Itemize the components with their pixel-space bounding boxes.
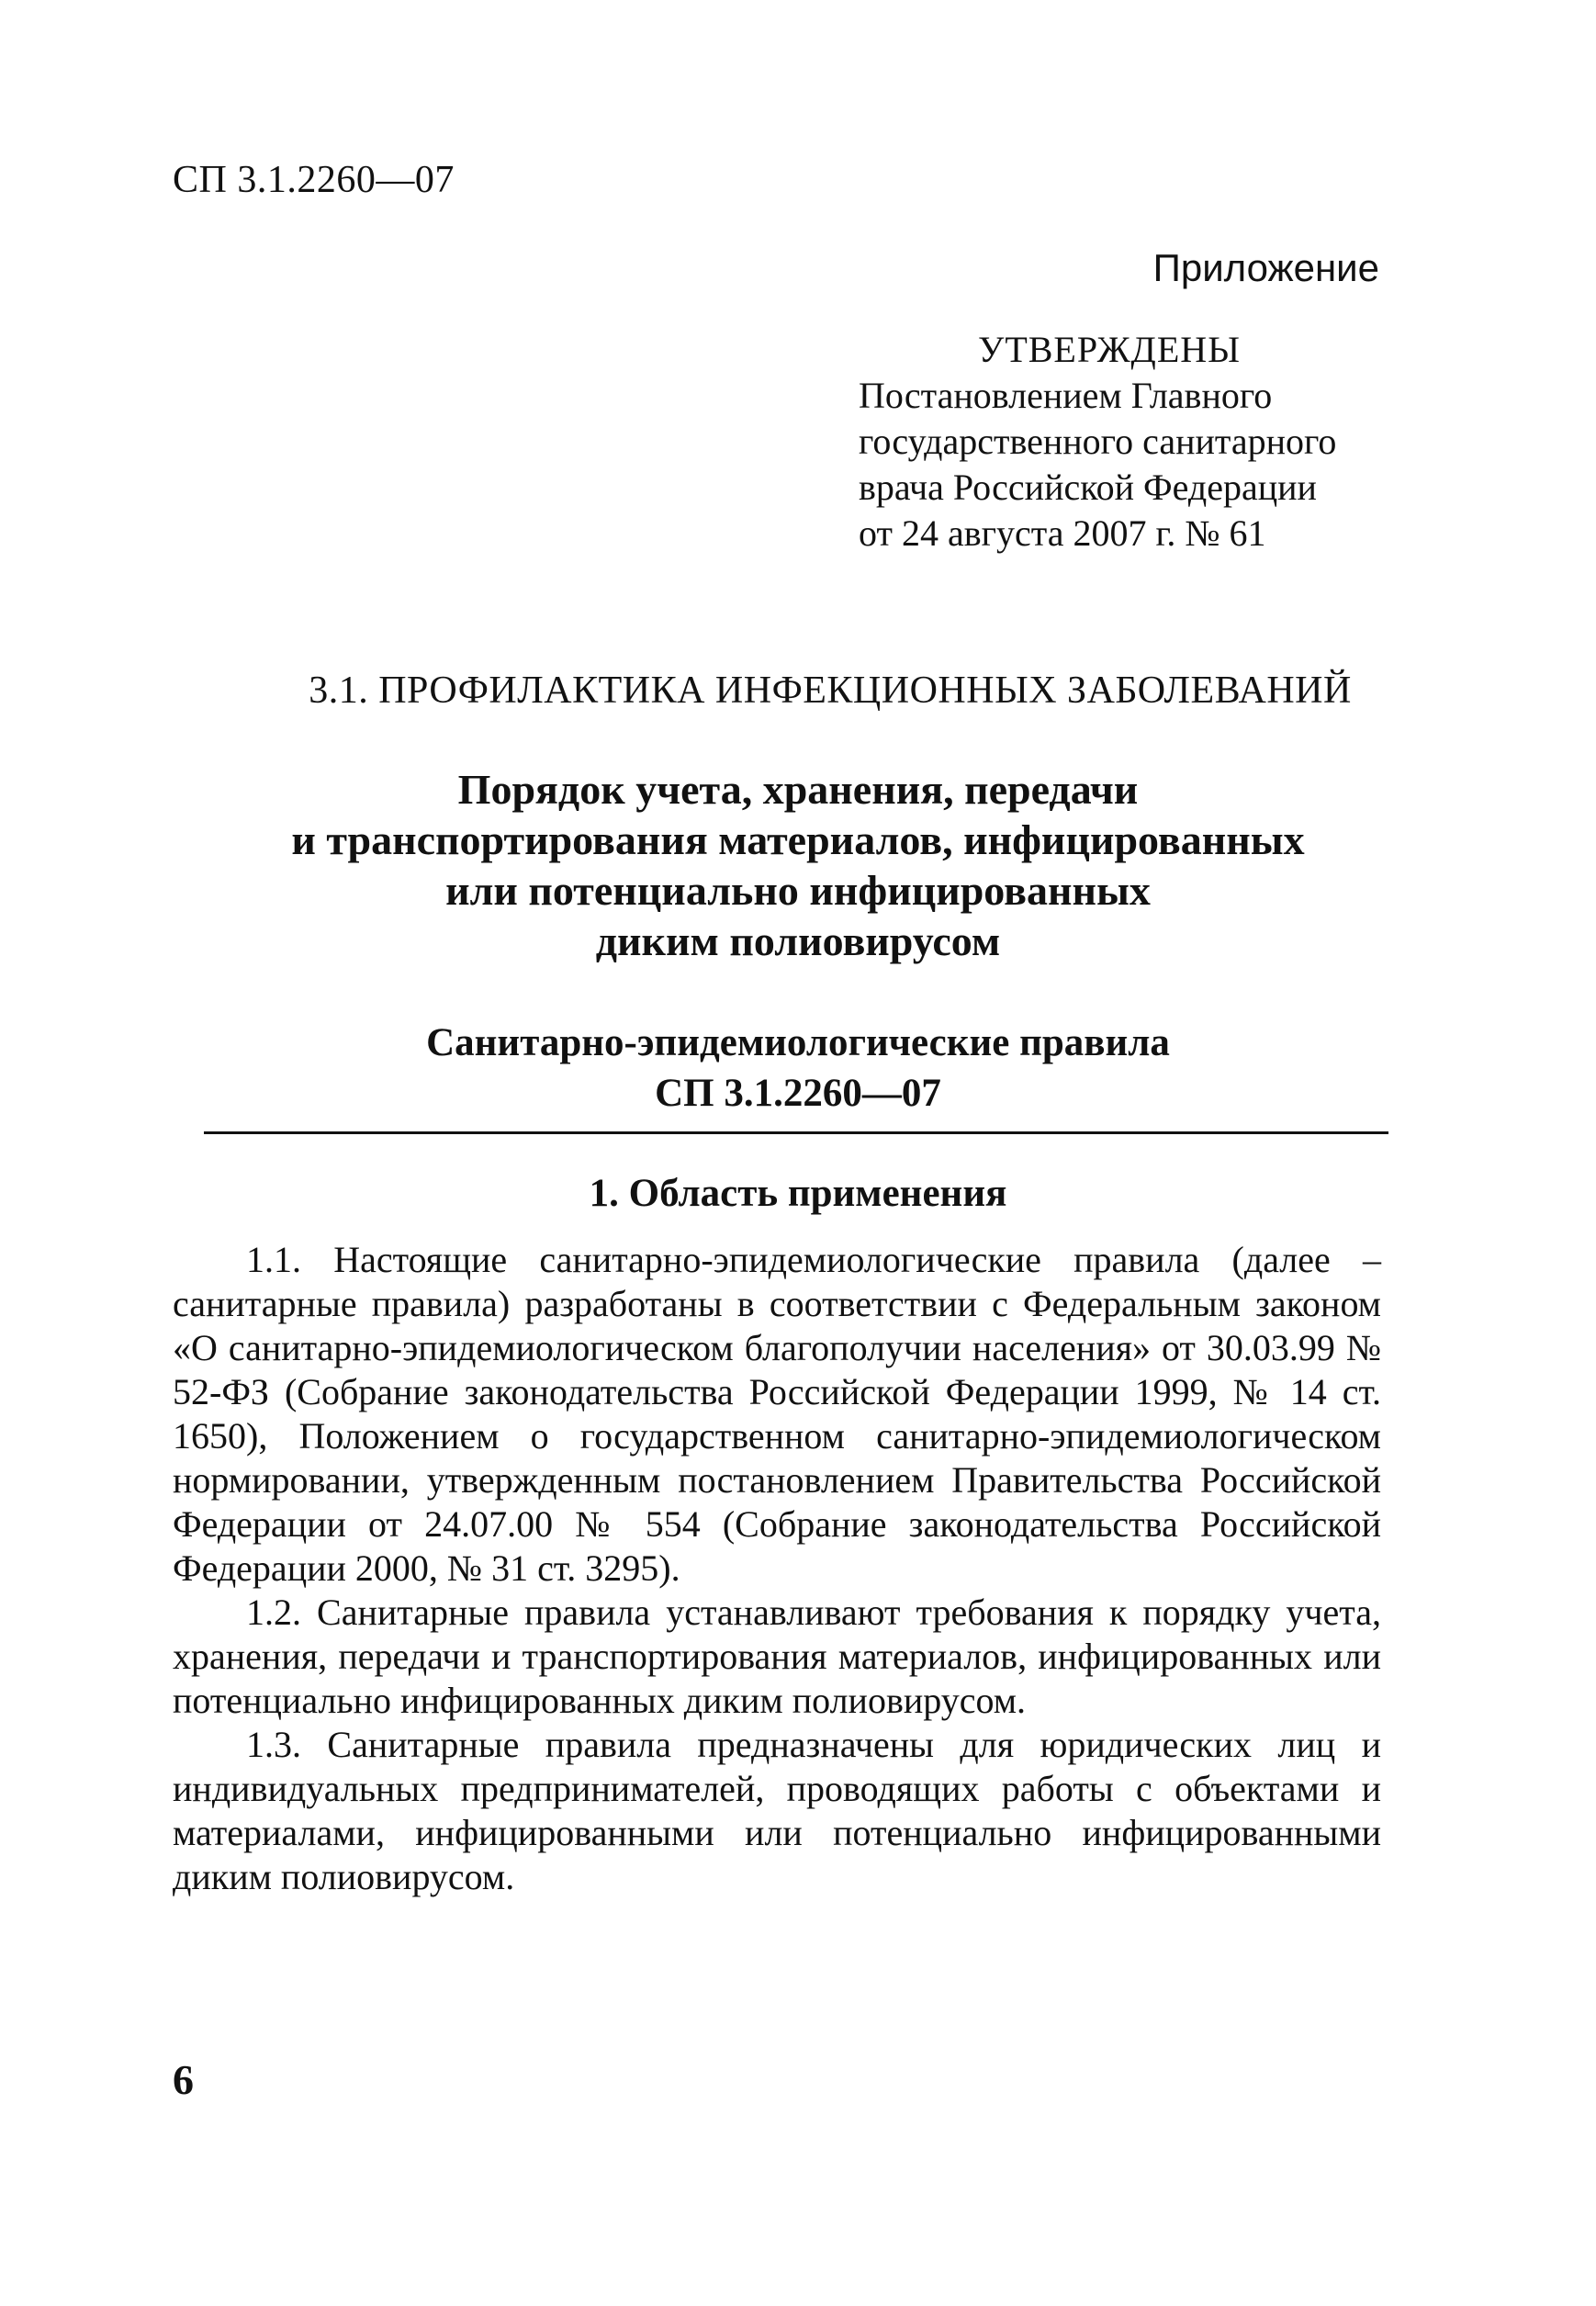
document-code: СП 3.1.2260—07 bbox=[173, 159, 455, 201]
main-title-line: Порядок учета, хранения, передачи bbox=[457, 766, 1139, 813]
main-title-line: и транспортирования материалов, инфицированных bbox=[291, 816, 1305, 863]
paragraph: 1.2. Санитарные правила устанавливают требования к порядку учета, хранения, передачи и транспортирования материалов, инфицированных или потенциально инфицированных диким полиовирусом. bbox=[173, 1592, 1381, 1721]
rules-title bbox=[0, 1018, 1596, 1119]
main-title-line: диким полиовирусом bbox=[595, 917, 1001, 964]
chapter-heading: 1. Область применения bbox=[589, 1172, 1007, 1215]
chapter-body bbox=[173, 1238, 1381, 1899]
section-title: 3.1. ПРОФИЛАКТИКА ИНФЕКЦИОННЫХ ЗАБОЛЕВАНИЙ bbox=[309, 669, 1352, 712]
approval-line: от 24 августа 2007 г. № 61 bbox=[859, 512, 1266, 554]
page-number: 6 bbox=[173, 2056, 194, 2103]
rules-code: СП 3.1.2260—07 bbox=[655, 1072, 941, 1115]
approval-title: УТВЕРЖДЕНЫ bbox=[978, 329, 1242, 370]
title-divider bbox=[204, 1131, 1388, 1134]
main-title-line: или потенциально инфицированных bbox=[445, 867, 1151, 914]
approval-line: врача Российской Федерации bbox=[859, 467, 1317, 508]
rules-title-line: Санитарно-эпидемиологические правила bbox=[426, 1021, 1170, 1064]
appendix-label: Приложение bbox=[1152, 246, 1379, 289]
paragraph: 1.3. Санитарные правила предназначены для юридических лиц и индивидуальных предпринимателей, проводящих работы с объектами и материалами, инфицированными или потенциально инфицированными диким полиовирусом. bbox=[173, 1724, 1381, 1897]
approval-line: Постановлением Главного bbox=[859, 375, 1273, 416]
approval-block bbox=[859, 327, 1410, 557]
main-title bbox=[0, 764, 1596, 966]
paragraph: 1.1. Настоящие санитарно-эпидемиологические правила (далее – санитарные правила) разработаны в соответствии с Федеральным законом «О санитарно-эпидемиологическом благополучии населения» от 30.03.99 № 52-ФЗ (Собрание законодательства Российской Федерации 1999, № 14 ст. 1650), Положением о государственном санитарно-эпидемиологическом нормировании, утвержденным постановлением Правительства Российской Федерации от 24.07.00 № 554 (Собрание законодательства Российской Федерации 2000, № 31 ст. 3295). bbox=[173, 1239, 1381, 1589]
approval-line: государственного санитарного bbox=[859, 421, 1337, 462]
